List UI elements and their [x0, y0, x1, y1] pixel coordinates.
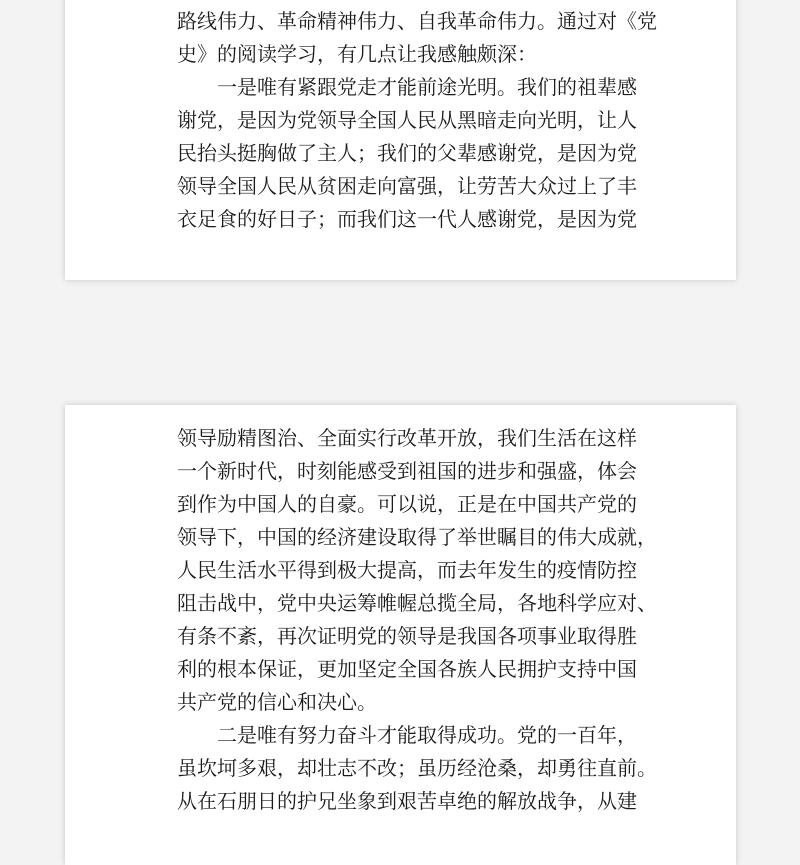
text-line: 到作为中国人的自豪。可以说，正是在中国共产党的 [177, 492, 637, 516]
text-line: 从在石朋日的护兄坐象到艰苦卓绝的解放战争，从建 [177, 789, 637, 813]
text-line: 一个新时代，时刻能感受到祖国的进步和强盛，体会 [177, 459, 637, 483]
text-line: 谢党，是因为党领导全国人民从黑暗走向光明，让人 [177, 108, 637, 132]
text-line: 共产党的信心和决心。 [177, 690, 377, 714]
text-line: 民抬头挺胸做了主人；我们的父辈感谢党，是因为党 [177, 141, 637, 165]
text-line: 人民生活水平得到极大提高，而去年发生的疫情防控 [177, 558, 637, 582]
page-bottom-text [177, 422, 657, 818]
text-line: 利的根本保证，更加坚定全国各族人民拥护支持中国 [177, 657, 637, 681]
document-page-bottom [65, 405, 736, 865]
text-line: 领导全国人民从贫困走向富强，让劳苦大众过上了丰 [177, 174, 637, 198]
text-line: 二是唯有努力奋斗才能取得成功。党的一百年， [217, 723, 637, 747]
page-top-text [177, 5, 657, 236]
text-line: 有条不紊，再次证明党的领导是我国各项事业取得胜 [177, 624, 637, 648]
text-line: 领导下，中国的经济建设取得了举世瞩目的伟大成就， [177, 525, 657, 549]
text-line: 路线伟力、革命精神伟力、自我革命伟力。通过对《党 [177, 9, 657, 33]
document-page-top [65, 0, 736, 280]
text-line: 史》的阅读学习，有几点让我感触颇深： [177, 42, 537, 66]
text-line: 一是唯有紧跟党走才能前途光明。我们的祖辈感 [217, 75, 637, 99]
text-line: 领导励精图治、全面实行改革开放，我们生活在这样 [177, 426, 637, 450]
text-line: 虽坎坷多艰，却壮志不改；虽历经沧桑，却勇往直前。 [177, 756, 657, 780]
text-line: 阻击战中，党中央运筹帷幄总揽全局，各地科学应对、 [177, 591, 657, 615]
text-line: 衣足食的好日子；而我们这一代人感谢党，是因为党 [177, 207, 637, 231]
